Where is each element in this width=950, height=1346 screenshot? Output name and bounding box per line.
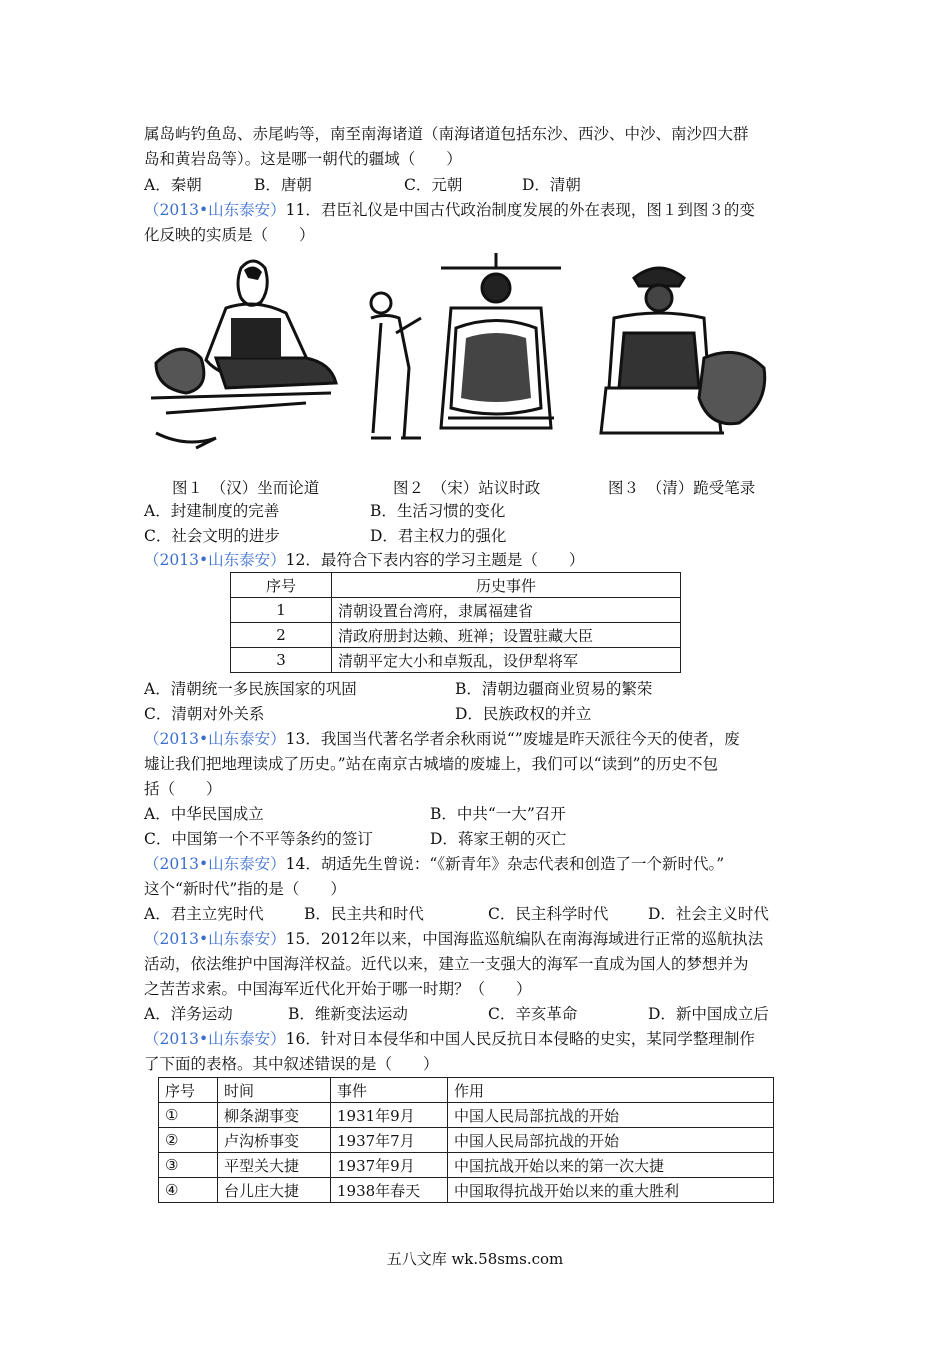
table-cell: 2 — [231, 623, 332, 648]
q15-option-d: D．新中国成立后 — [648, 1005, 769, 1023]
table-cell: ④ — [159, 1178, 218, 1203]
table-cell: 清朝设置台湾府，隶属福建省 — [332, 598, 681, 623]
table-cell: ② — [159, 1128, 218, 1153]
table-header-row — [231, 573, 681, 598]
table-cell: ① — [159, 1103, 218, 1128]
q16-line1: （2013•山东泰安）16．针对日本侵华和中国人民反抗日本侵略的史实，某同学整理制作 — [144, 1030, 755, 1048]
page-footer: 五八文库 wk.58sms.com — [386, 1250, 564, 1268]
table-cell: 台儿庄大捷 — [218, 1178, 331, 1203]
table-header: 序号 — [159, 1078, 218, 1103]
table-cell: 柳条湖事变 — [218, 1103, 331, 1128]
q10-line2: 岛和黄岩岛等）。这是哪一朝代的疆域（ ） — [144, 150, 462, 168]
table-row — [231, 648, 681, 673]
q15-line3: 之苦苦求索。中国海军近代化开始于哪一时期？（ ） — [144, 980, 532, 998]
table-row — [231, 623, 681, 648]
q16-table — [158, 1077, 774, 1203]
q15-option-c: C．辛亥革命 — [488, 1005, 578, 1023]
q15-line1: （2013•山东泰安）15．2012年以来，中国海监巡航编队在南海海域进行正常的巡航执法 — [144, 930, 764, 948]
q14-source: （2013•山东泰安） — [144, 855, 286, 873]
q16-source: （2013•山东泰安） — [144, 1030, 286, 1048]
table-cell: 1931年9月 — [331, 1103, 448, 1128]
figure-3-caption: 图３ （清）跪受笔录 — [608, 479, 756, 497]
table-cell: 平型关大捷 — [218, 1153, 331, 1178]
q13-option-d: D．蒋家王朝的灭亡 — [430, 830, 567, 848]
table-row — [159, 1178, 774, 1203]
q11-line2: 化反映的实质是（ ） — [144, 226, 315, 244]
table-header: 事件 — [331, 1078, 448, 1103]
figure-1-caption: 图１ （汉）坐而论道 — [172, 479, 320, 497]
table-cell: 卢沟桥事变 — [218, 1128, 331, 1153]
table-cell: 1937年7月 — [331, 1128, 448, 1153]
table-row — [159, 1128, 774, 1153]
table-header: 序号 — [231, 573, 332, 598]
q13-line2: 墟让我们把地理读成了历史。”站在南京古城墙的废墟上，我们可以“读到”的历史不包 — [144, 755, 719, 773]
q11-option-a: A．封建制度的完善 — [144, 502, 280, 520]
table-row — [231, 598, 681, 623]
q11-option-b: B．生活习惯的变化 — [370, 502, 506, 520]
q12-option-d: D．民族政权的并立 — [455, 705, 592, 723]
figure-2-caption: 图２ （宋）站议时政 — [393, 479, 541, 497]
q14-option-b: B．民主共和时代 — [304, 905, 424, 923]
table-cell: 1 — [231, 598, 332, 623]
q14-option-d: D．社会主义时代 — [648, 905, 769, 923]
table-cell: 中国人民局部抗战的开始 — [448, 1103, 774, 1128]
table-cell: 3 — [231, 648, 332, 673]
figure-3-qing-image — [584, 248, 784, 453]
q12-option-b: B．清朝边疆商业贸易的繁荣 — [455, 680, 653, 698]
table-cell: 清政府册封达赖、班禅；设置驻藏大臣 — [332, 623, 681, 648]
table-cell: 中国人民局部抗战的开始 — [448, 1128, 774, 1153]
q12-option-a: A．清朝统一多民族国家的巩固 — [144, 680, 357, 698]
table-cell: 1938年春天 — [331, 1178, 448, 1203]
q10-option-a: A．秦朝 — [144, 176, 202, 194]
q15-source: （2013•山东泰安） — [144, 930, 286, 948]
q13-line3: 括（ ） — [144, 780, 222, 798]
q11-source: （2013•山东泰安） — [144, 201, 286, 219]
q16-line2: 了下面的表格。其中叙述错误的是（ ） — [144, 1055, 439, 1073]
table-cell: 清朝平定大小和卓叛乱，设伊犁将军 — [332, 648, 681, 673]
q14-line1: （2013•山东泰安）14．胡适先生曾说：“《新青年》杂志代表和创造了一个新时代。” — [144, 855, 725, 873]
table-cell: 中国抗战开始以来的第一次大捷 — [448, 1153, 774, 1178]
q13-option-c: C．中国第一个不平等条约的签订 — [144, 830, 373, 848]
q13-source: （2013•山东泰安） — [144, 730, 286, 748]
table-row — [159, 1153, 774, 1178]
q11-line1: （2013•山东泰安）11．君臣礼仪是中国古代政治制度发展的外在表现，图１到图３的变 — [144, 201, 755, 219]
table-header: 历史事件 — [332, 573, 681, 598]
q15-option-b: B．维新变法运动 — [288, 1005, 408, 1023]
figure-1-han-image — [146, 248, 346, 453]
q11-option-d: D．君主权力的强化 — [370, 527, 507, 545]
q10-option-b: B．唐朝 — [254, 176, 312, 194]
q14-option-a: A．君主立宪时代 — [144, 905, 264, 923]
table-cell: ③ — [159, 1153, 218, 1178]
q15-line2: 活动，依法维护中国海洋权益。近代以来，建立一支强大的海军一直成为国人的梦想并为 — [144, 955, 749, 973]
q10-option-d: D．清朝 — [522, 176, 581, 194]
q10-option-c: C．元朝 — [404, 176, 463, 194]
table-cell: 1937年9月 — [331, 1153, 448, 1178]
q15-option-a: A．洋务运动 — [144, 1005, 233, 1023]
q12-source: （2013•山东泰安） — [144, 551, 286, 569]
q10-line1: 属岛屿钓鱼岛、赤尾屿等，南至南海诸道（南海诸道包括东沙、西沙、中沙、南沙四大群 — [144, 125, 749, 143]
q12-line1: （2013•山东泰安）12．最符合下表内容的学习主题是（ ） — [144, 551, 585, 569]
table-header-row — [159, 1078, 774, 1103]
q14-line2: 这个“新时代”指的是（ ） — [144, 880, 346, 898]
table-cell: 中国取得抗战开始以来的重大胜利 — [448, 1178, 774, 1203]
table-header: 时间 — [218, 1078, 331, 1103]
q13-option-a: A．中华民国成立 — [144, 805, 264, 823]
q11-option-c: C．社会文明的进步 — [144, 527, 280, 545]
q14-option-c: C．民主科学时代 — [488, 905, 609, 923]
q13-line1: （2013•山东泰安）13．我国当代著名学者余秋雨说“”废墟是昨天派往今天的使者，废 — [144, 730, 740, 748]
q13-option-b: B．中共“一大”召开 — [430, 805, 566, 823]
table-header: 作用 — [448, 1078, 774, 1103]
table-row — [159, 1103, 774, 1128]
figure-2-song-image — [356, 248, 566, 453]
q12-table — [230, 572, 681, 673]
q12-option-c: C．清朝对外关系 — [144, 705, 265, 723]
